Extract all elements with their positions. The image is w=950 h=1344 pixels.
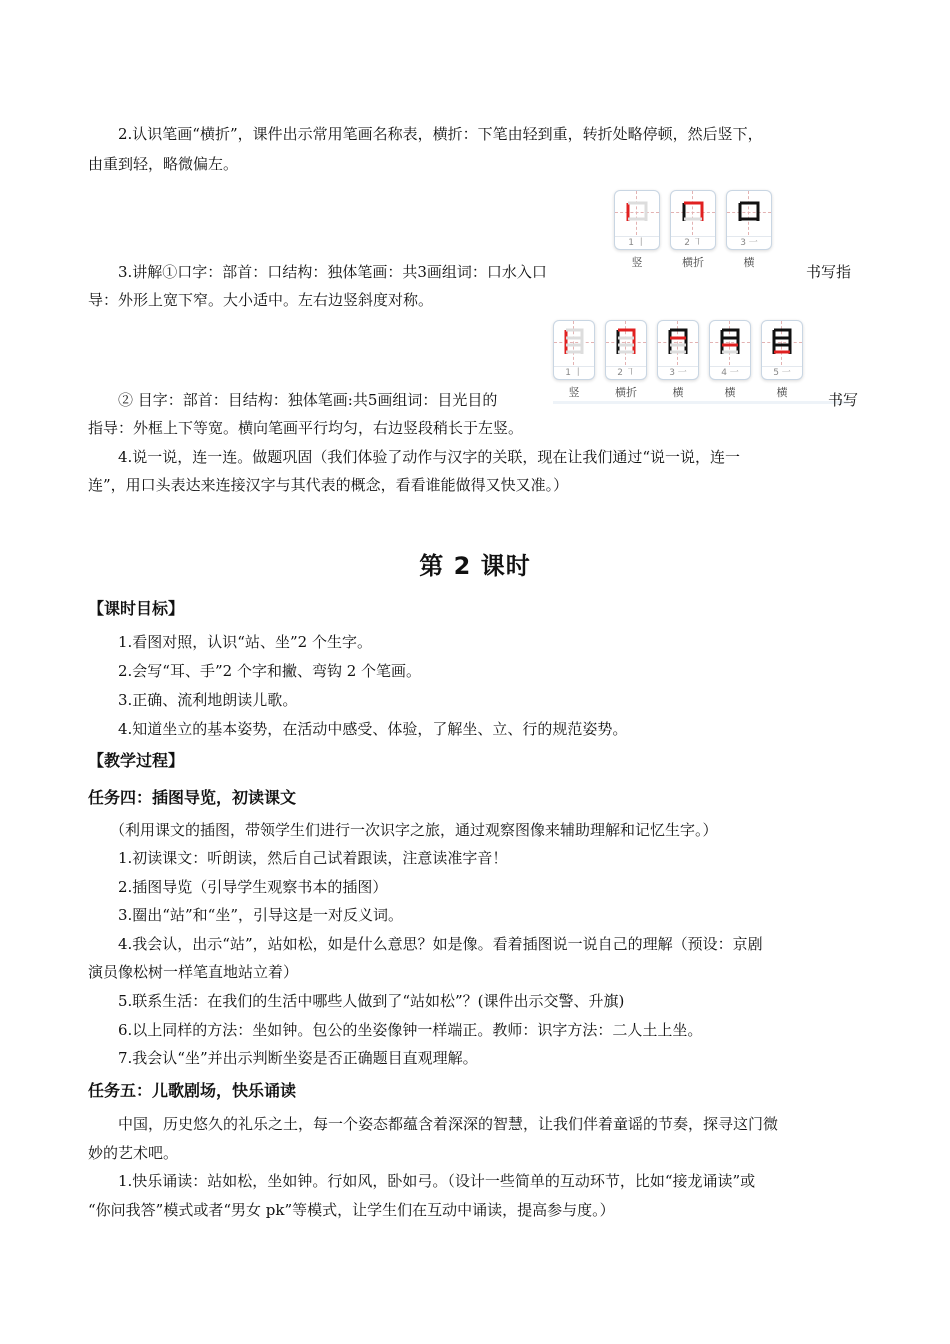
- goal-item: 1.看图对照，认识“站、坐”2 个生字。: [118, 633, 372, 651]
- kou-explanation: 3.讲解①口字：部首：口结构：独体笔画：共3画组词：口水入口: [118, 263, 547, 281]
- task4-heading: 任务四：插图导览，初读课文: [88, 788, 297, 807]
- stroke-number: 1 丨: [554, 366, 594, 380]
- stroke-label: 横: [724, 386, 736, 399]
- stroke-label: 横: [776, 386, 788, 399]
- process-heading: 【教学过程】: [88, 751, 185, 770]
- task4-item: 5.联系生活：在我们的生活中哪些人做到了“站如松”？(课件出示交警、升旗): [118, 992, 625, 1010]
- kou-step3-glyph: [735, 197, 763, 225]
- para-activity-1: 4.说一说，连一连。做题巩固（我们体验了动作与汉字的关联，现在让我们通过“说一说，连一: [118, 448, 740, 466]
- para-mu-1: [88, 386, 888, 414]
- task4-item: 4.我会认，出示“站”，站如松，如是什么意思？如是像。看着插图说一说自己的理解（预设：京剧: [118, 935, 763, 953]
- stroke-label: 横折: [682, 256, 704, 269]
- stroke-label: 横: [672, 386, 684, 399]
- para-hengzhe-1: 2.认识笔画“横折”，课件出示常用笔画名称表，横折：下笔由轻到重，转折处略停顿，然后竖下，: [118, 125, 763, 143]
- mu-explanation: ② 目字：部首：目结构：独体笔画:共5画组词：目光目的: [118, 391, 498, 409]
- stroke-number: 3 一: [727, 236, 771, 250]
- mu-step2-glyph: [613, 326, 639, 356]
- kou-guide-tail: 书写指: [806, 263, 852, 281]
- para-hengzhe-2: 由重到轻，略微偏左。: [88, 155, 239, 173]
- mu-step5-glyph: [769, 326, 795, 356]
- task5-line: 中国，历史悠久的礼乐之土，每一个姿态都蕴含着深深的智慧，让我们伴着童谣的节奏，探寻这门微: [118, 1115, 779, 1133]
- task4-intro: （利用课文的插图，带领学生们进行一次识字之旅，通过观察图像来辅助理解和记忆生字。）: [110, 821, 718, 839]
- mu-guide-tail: 书写: [828, 391, 859, 409]
- goal-item: 2.会写“耳、手”2 个字和撇、弯钩 2 个笔画。: [118, 662, 422, 680]
- para-mu-2: 指导：外框上下等宽。横向笔画平行均匀，右边竖段稍长于左竖。: [88, 419, 524, 437]
- goals-heading: 【课时目标】: [88, 599, 185, 618]
- para-kou-1: [88, 258, 888, 286]
- mu-step1-glyph: [561, 326, 587, 356]
- task4-item-cont: 演员像松树一样笔直地站立着）: [88, 963, 299, 981]
- task4-item: 1.初读课文：听朗读，然后自己试着跟读，注意读准字音！: [118, 849, 508, 867]
- stroke-number: 2 ㇕: [671, 236, 715, 250]
- task4-item: 7.我会认“坐”并出示判断坐姿是否正确题目直观理解。: [118, 1049, 478, 1067]
- stroke-label: 横: [743, 256, 755, 269]
- stroke-label: 竖: [631, 256, 643, 269]
- task4-item: 3.圈出“站”和“坐”，引导这是一对反义词。: [118, 906, 403, 924]
- stroke-number: 4 一: [710, 366, 750, 380]
- lesson-title: 第 2 课时: [419, 552, 531, 580]
- goal-item: 3.正确、流利地朗读儿歌。: [118, 691, 298, 709]
- stroke-number: 3 一: [658, 366, 698, 380]
- task5-line: 1.快乐诵读：站如松，坐如钟。行如风，卧如弓。（设计一些简单的互动环节，比如“接龙诵读”或: [118, 1172, 756, 1190]
- stroke-number: 2 ㇕: [606, 366, 646, 380]
- stroke-label: 竖: [568, 386, 580, 399]
- task5-heading: 任务五：儿歌剧场，快乐诵读: [88, 1081, 297, 1100]
- task5-line-cont: “你问我答”模式或者“男女 pk”等模式，让学生们在互动中诵读，提高参与度。）: [88, 1201, 615, 1219]
- task4-item: 2.插图导览（引导学生观察书本的插图）: [118, 878, 388, 896]
- mu-step3-glyph: [665, 326, 691, 356]
- stroke-number: 5 一: [762, 366, 802, 380]
- stroke-number: 1 丨: [615, 236, 659, 250]
- stroke-label: 横折: [615, 386, 637, 399]
- kou-step2-glyph: [679, 197, 707, 225]
- task4-item: 6.以上同样的方法：坐如钟。包公的坐姿像钟一样端正。教师：识字方法：二人土上坐。: [118, 1021, 703, 1039]
- mu-step4-glyph: [717, 326, 743, 356]
- para-activity-2: 连”，用口头表达来连接汉字与其代表的概念，看看谁能做得又快又准。）: [88, 476, 569, 494]
- kou-step1-glyph: [623, 197, 651, 225]
- task5-line-cont: 妙的艺术吧。: [88, 1144, 179, 1162]
- goal-item: 4.知道坐立的基本姿势，在活动中感受、体验，了解坐、立、行的规范姿势。: [118, 720, 628, 738]
- para-kou-2: 导：外形上宽下窄。大小适中。左右边竖斜度对称。: [88, 291, 434, 309]
